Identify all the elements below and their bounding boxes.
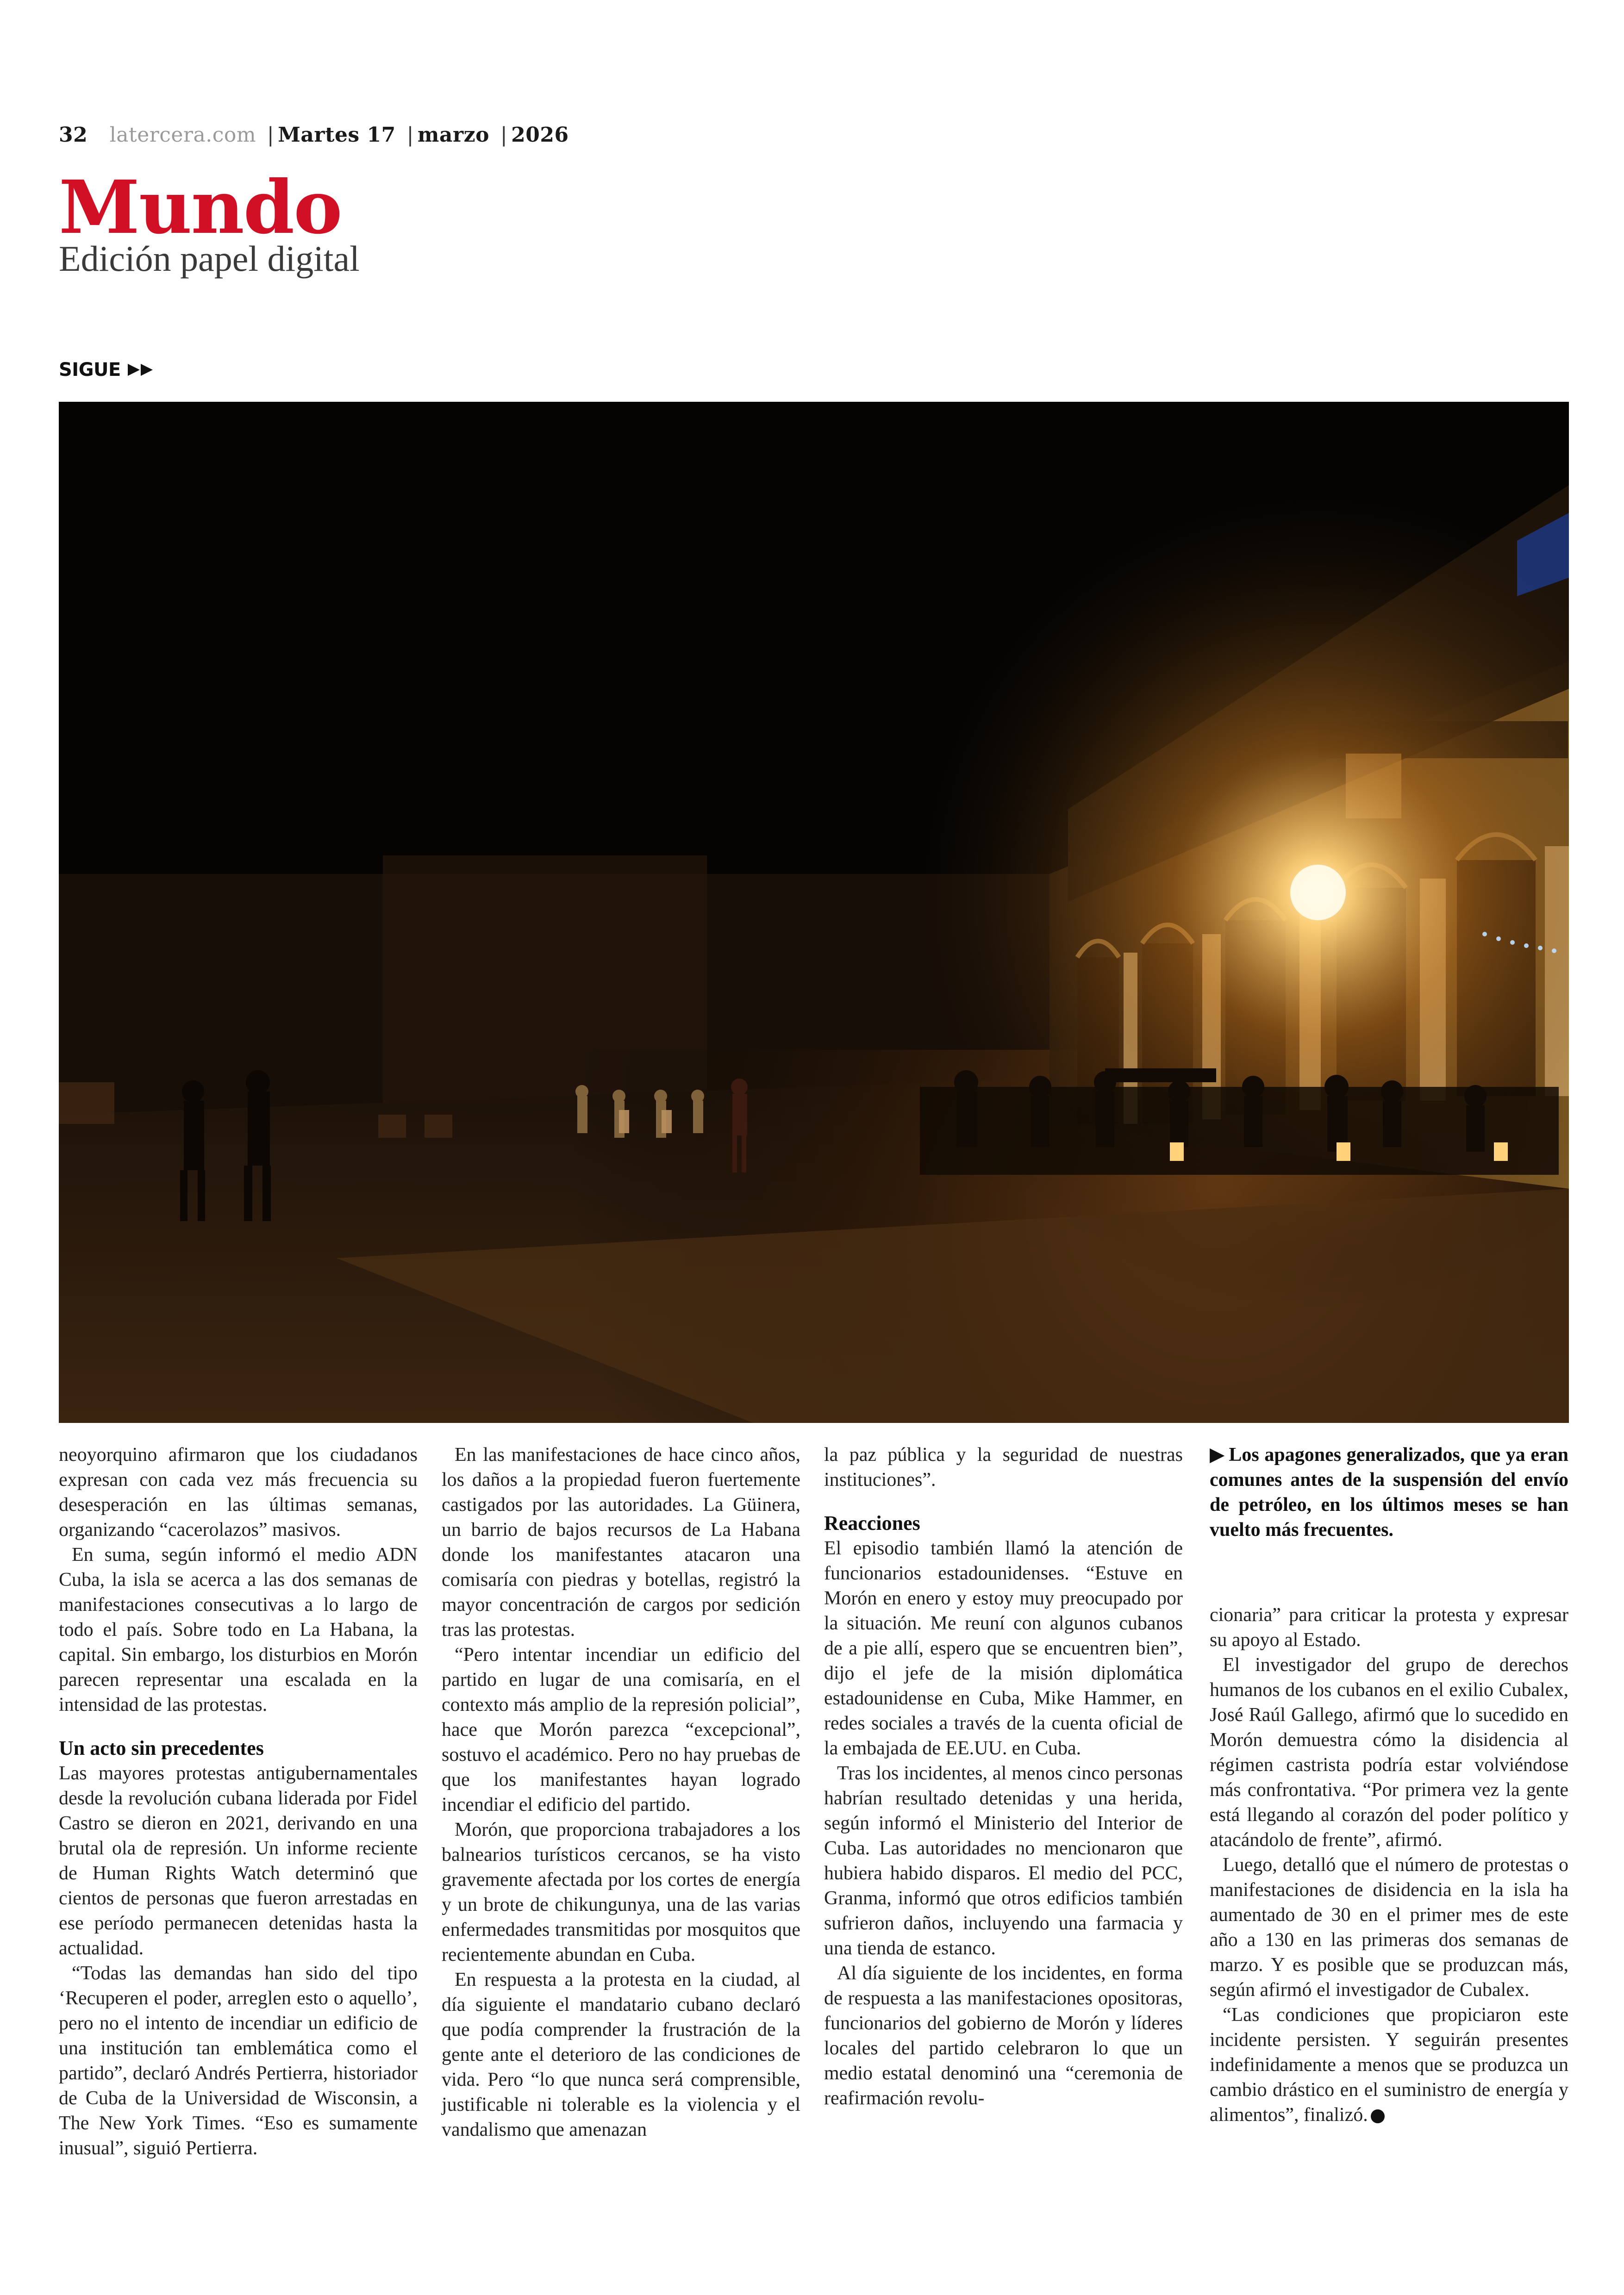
- page-number: 32: [59, 123, 88, 147]
- paragraph: “Todas las demandas han sido del tipo ‘Recuperen el poder, arreglen esto o aquello’, pero no el intento de incendiar un edificio de una institución tan emblemática como el partido”, declaró Andrés Pertierra, historiador de Cuba de la Universidad de Wisconsin, a The New York Times. “Eso es sumamente inusual”, siguió Pertierra.: [59, 1963, 418, 2159]
- paragraph: Morón, que proporciona trabajadores a los balnearios turísticos cercanos, se ha visto gravemente afectada por los cortes de energía y un brote de chikungunya, una de las varias enfermedades transmitidas por mosquitos que recientemente abundan en Cuba.: [442, 1819, 800, 1965]
- photo-caption: [1210, 1442, 1568, 1542]
- double-play-icon: [127, 359, 156, 380]
- article-column-2: [442, 1442, 800, 2142]
- subheading-un-acto: Un acto sin precedentes: [59, 1737, 264, 1759]
- paragraph: En respuesta a la protesta en la ciudad, al día siguiente el mandatario cubano declaró que podía comprender la frustración de la gente ante el deterioro de las condiciones de vida. Pero “lo que nunca será comprensible, justificable ni tolerable es la violencia y el vandalismo que amenazan: [442, 1969, 800, 2140]
- date-month: marzo: [417, 123, 490, 147]
- paragraph: cionaria” para criticar la protesta y expresar su apoyo al Estado.: [1210, 1604, 1568, 1651]
- paragraph: “Pero intentar incendiar un edificio del partido en lugar de una comisaría, en el contexto más amplio de la represión policial”, hace que Morón parezca “excepcional”, sostuvo el académico. Pero no hay pruebas de que los manifestantes hayan logrado incendiar el edificio del partido.: [442, 1644, 800, 1815]
- paragraph: Tras los incidentes, al menos cinco personas habrían resultado detenidas y una herida, según informó el Ministerio del Interior de Cuba. Las autoridades no mencionaron que hubiera habido disparos. El medio del PCC, Granma, informó que otros edificios también sufrieron daños, incluyendo una farmacia y una tienda de estanco.: [824, 1763, 1183, 1959]
- sigue-link[interactable]: [59, 359, 156, 380]
- paragraph: El investigador del grupo de derechos humanos de los cubanos en el exilio Cubalex, José Raúl Gallego, afirmó que lo sucedido en Morón demuestra cómo la disidencia al régimen castrista podría estar volviéndose más confrontativa. “Por primera vez la gente está llegando al corazón del poder político y atacándolo de frente”, afirmó.: [1210, 1654, 1568, 1851]
- section-subtitle: Edición papel digital: [59, 238, 360, 279]
- night-plaza-photo: [59, 402, 1569, 1423]
- date-day: Martes 17: [278, 123, 396, 147]
- paragraph: Luego, detalló que el número de protestas o manifestaciones de disidencia en la isla ha aumentado de 30 en el primer mes de este año a 130 en las primeras dos semanas de marzo. Y es posible que se produzcan más, según afirmó el investigador de Cubalex.: [1210, 1854, 1568, 2001]
- caption-text: Los apagones generalizados, que ya eran comunes antes de la suspensión del envío de petróleo, en los últimos meses se han vuelto más frecuentes.: [1210, 1444, 1568, 1540]
- date-year: 2026: [511, 123, 569, 147]
- paragraph: El episodio también llamó la atención de funcionarios estadounidenses. “Estuve en Morón en enero y estoy muy preocupado por la situación. Me reuní con algunos cubanos de a pie allí, espero que se encuentren bien”, dijo el jefe de la misión diplomática estadounidense en Cuba, Mike Hammer, en redes sociales a través de la cuenta oficial de la embajada de EE.UU. en Cuba.: [824, 1538, 1183, 1759]
- end-mark-icon: [1371, 2109, 1385, 2123]
- paragraph: En suma, según informó el medio ADN Cuba, la isla se acerca a las dos semanas de manifestaciones consecutivas a lo largo de todo el país. Sobre todo en La Habana, la capital. Sin embargo, los disturbios en Morón parecen representar una escalada en la intensidad de las protestas.: [59, 1544, 418, 1715]
- site-name[interactable]: latercera.com: [109, 123, 256, 147]
- paragraph: la paz pública y la seguridad de nuestras instituciones”.: [824, 1444, 1183, 1491]
- paragraph: Al día siguiente de los incidentes, en forma de respuesta a las manifestaciones opositoras, funcionarios del gobierno de Morón y líderes locales del partido celebraron lo que un medio estatal denominó una “ceremonia de reafirmación revolu-: [824, 1963, 1183, 2109]
- sigue-label: SIGUE: [59, 359, 121, 380]
- article-column-4: [1210, 1442, 1568, 2127]
- article-column-3: [824, 1442, 1183, 2111]
- page-header: 32 latercera.com | Martes 17 | marzo | 2026: [59, 123, 569, 147]
- article-column-1: [59, 1442, 418, 2161]
- subheading-reacciones: Reacciones: [824, 1512, 920, 1534]
- paragraph: neoyorquino afirmaron que los ciudadanos expresan con cada vez más frecuencia su desesperación en las últimas semanas, organizando “cacerolazos” masivos.: [59, 1444, 418, 1540]
- closing-text: “Las condiciones que propiciaron este incidente persisten. Y seguirán presentes indefinidamente a menos que se produzca un cambio drástico en el suministro de energía y alimentos”, finalizó.: [1210, 2004, 1568, 2126]
- section-title: Mundo: [59, 165, 342, 250]
- triangle-right-icon: ▶: [1210, 1444, 1225, 1466]
- paragraph: [1210, 2002, 1568, 2127]
- paragraph: Las mayores protestas antigubernamentales desde la revolución cubana liderada por Fidel Castro se dieron en 2021, derivando en una brutal ola de represión. Un informe reciente de Human Rights Watch determinó que cientos de personas que fueron arrestadas en ese período permanecen detenidas hasta la actualidad.: [59, 1763, 418, 1959]
- paragraph: En las manifestaciones de hace cinco años, los daños a la propiedad fueron fuertemente castigados por las autoridades. La Güinera, un barrio de bajos recursos de La Habana donde los manifestantes atacaron una comisaría con piedras y botellas, registró la mayor concentración de cargos por sedición tras las protestas.: [442, 1444, 800, 1640]
